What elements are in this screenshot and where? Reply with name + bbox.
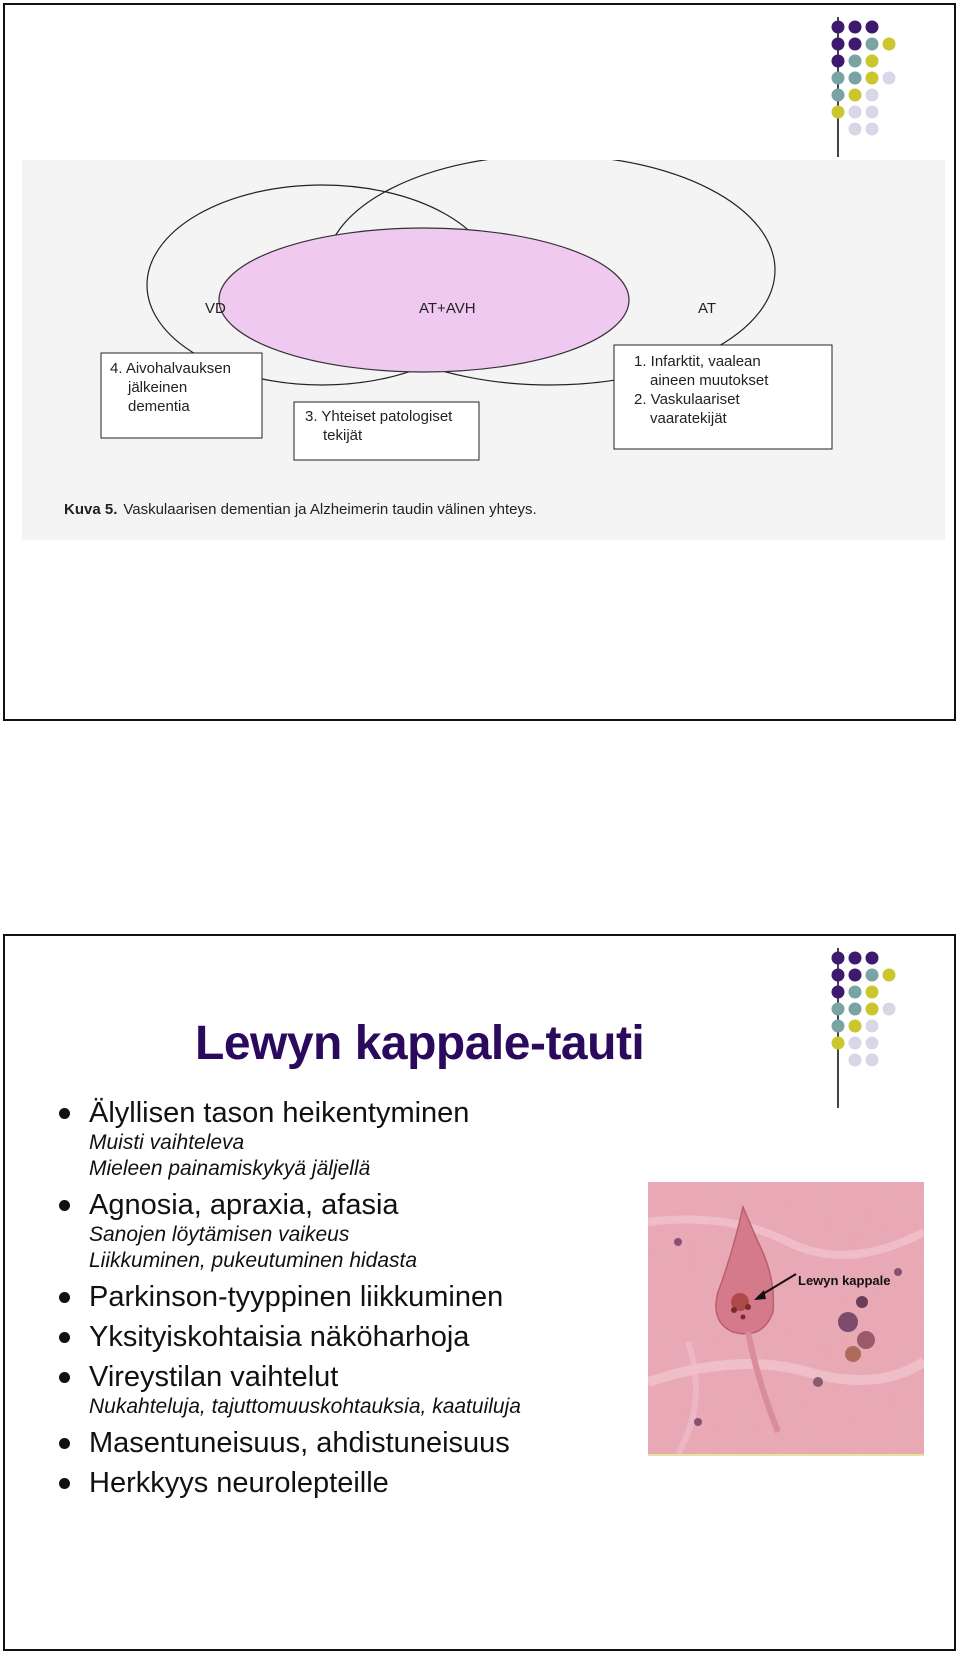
decorative-dot (832, 952, 845, 965)
bullet-item (53, 1188, 653, 1274)
decorative-dot (866, 38, 879, 51)
figure-text-line: 3. Yhteiset patologiset (305, 408, 453, 425)
bullet-text: Parkinson-tyyppinen liikkuminen (89, 1281, 504, 1313)
decorative-dot (866, 106, 879, 119)
figure-text-line: 4. Aivohalvauksen (110, 360, 231, 377)
decorative-dot-grid (811, 948, 956, 1098)
bullet-subtext: Liikkuminen, pukeutuminen hidasta (89, 1249, 418, 1272)
caption-label: Kuva 5. (64, 501, 118, 518)
decorative-dot (849, 1020, 862, 1033)
decorative-dot (849, 38, 862, 51)
bullet-text: Yksityiskohtaisia näköharhoja (89, 1321, 470, 1353)
slide-2 (3, 934, 956, 1651)
decorative-dot (849, 1037, 862, 1050)
slide-1 (3, 3, 956, 721)
lewy-body-label: Lewyn kappale (798, 1273, 891, 1288)
decorative-dot (883, 1003, 896, 1016)
decorative-dot (832, 969, 845, 982)
decorative-dot (832, 106, 845, 119)
micrograph-svg (648, 1182, 924, 1454)
nucleus (838, 1312, 858, 1332)
nucleus (845, 1346, 861, 1362)
bullet-text: Vireystilan vaihtelut (89, 1361, 339, 1393)
bullet-dot-icon (59, 1438, 70, 1449)
venn-figure (22, 160, 945, 540)
bullet-dot-icon (59, 1200, 70, 1211)
nucleus (694, 1418, 702, 1426)
decorative-dot (832, 986, 845, 999)
nucleus (813, 1377, 823, 1387)
decorative-dot (866, 952, 879, 965)
nucleus (856, 1296, 868, 1308)
nucleus (674, 1238, 682, 1246)
decorative-dot (883, 72, 896, 85)
decorative-dot-grid (811, 17, 956, 167)
decorative-dot (832, 1037, 845, 1050)
decorative-dot (866, 89, 879, 102)
figure-text-line: jälkeinen (128, 379, 188, 396)
bullet-subtext: Nukahteluja, tajuttomuuskohtauksia, kaatuiluja (89, 1395, 521, 1418)
decorative-dot (832, 55, 845, 68)
decorative-dot (832, 38, 845, 51)
venn-diagram (22, 160, 945, 540)
bullet-text: Masentuneisuus, ahdistuneisuus (89, 1427, 510, 1459)
bullet-dot-icon (59, 1292, 70, 1303)
decorative-dot (832, 72, 845, 85)
decorative-dot (849, 952, 862, 965)
decorative-dot (849, 1054, 862, 1067)
vd-label: VD (205, 300, 226, 317)
figure-text-line: aineen muutokset (650, 372, 769, 389)
bullet-dot-icon (59, 1332, 70, 1343)
nucleus (857, 1331, 875, 1349)
bullet-text: Älyllisen tason heikentyminen (89, 1097, 470, 1129)
at-label: AT (698, 300, 717, 317)
decorative-dot (832, 1003, 845, 1016)
bullet-item (53, 1280, 653, 1314)
bullet-item (53, 1360, 653, 1420)
nucleus (894, 1268, 902, 1276)
decorative-dot (866, 1054, 879, 1067)
decorative-dot (849, 106, 862, 119)
at-avh-label: AT+AVH (419, 300, 476, 317)
decorative-dot (832, 89, 845, 102)
figure-text-line: 1. Infarktit, vaalean (634, 353, 761, 370)
decorative-dot (866, 1037, 879, 1050)
micrograph-image (648, 1182, 924, 1454)
decorative-dot (883, 38, 896, 51)
bullet-subtext: Muisti vaihteleva (89, 1131, 245, 1154)
decorative-dot (883, 969, 896, 982)
slide-title: Lewyn kappale-tauti (195, 1017, 645, 1070)
bullet-dot-icon (59, 1478, 70, 1489)
bullet-item (53, 1426, 653, 1460)
figure-text-line: vaaratekijät (650, 410, 727, 427)
decorative-dot (849, 1003, 862, 1016)
decorative-dot (832, 21, 845, 34)
bullet-dot-icon (59, 1372, 70, 1383)
decorative-dot (866, 1020, 879, 1033)
decorative-dot (866, 72, 879, 85)
decorative-dot (849, 55, 862, 68)
bullet-subtext: Mieleen painamiskykyä jäljellä (89, 1157, 371, 1180)
bullet-list (53, 1096, 653, 1506)
bullet-text: Herkkyys neurolepteille (89, 1467, 389, 1499)
decorative-dot (866, 123, 879, 136)
bullet-item (53, 1320, 653, 1354)
decorative-dot (866, 21, 879, 34)
figure-caption (64, 501, 537, 518)
decorative-dot (849, 969, 862, 982)
decorative-dot (866, 969, 879, 982)
decorative-dot (832, 1020, 845, 1033)
decorative-dot (849, 72, 862, 85)
bullet-item (53, 1096, 653, 1182)
decorative-dot (849, 21, 862, 34)
bullet-item (53, 1466, 653, 1500)
decorative-dot (849, 123, 862, 136)
figure-text-line: 2. Vaskulaariset (634, 391, 740, 408)
decorative-dot (866, 55, 879, 68)
figure-text-line: tekijät (323, 427, 363, 444)
image-underline (648, 1454, 924, 1456)
bullet-subtext: Sanojen löytämisen vaikeus (89, 1223, 350, 1246)
decorative-dot (866, 986, 879, 999)
bullet-text: Agnosia, apraxia, afasia (89, 1189, 399, 1221)
figure-text-line: dementia (128, 398, 190, 415)
bullet-dot-icon (59, 1108, 70, 1119)
decorative-dot (866, 1003, 879, 1016)
decorative-dot (849, 89, 862, 102)
decorative-dot (849, 986, 862, 999)
caption-text: Vaskulaarisen dementian ja Alzheimerin taudin välinen yhteys. (123, 501, 537, 518)
